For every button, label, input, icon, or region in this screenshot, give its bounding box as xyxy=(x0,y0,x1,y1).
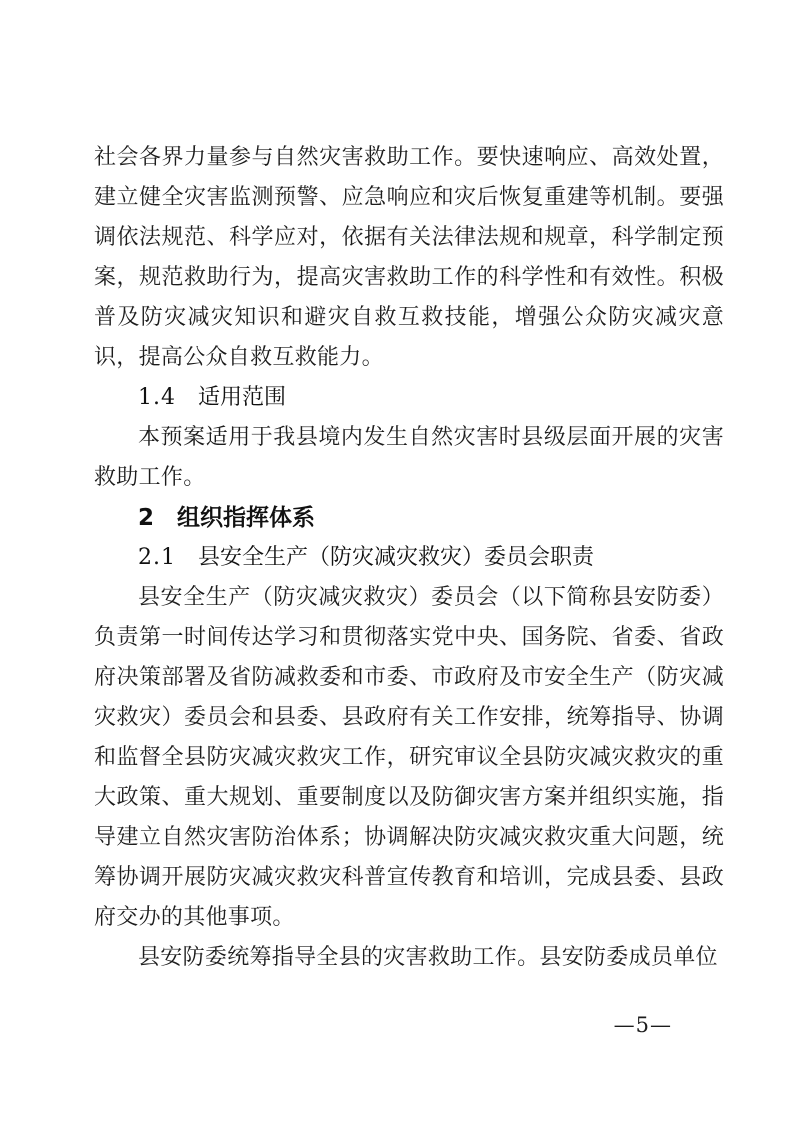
section-number: 1.4 xyxy=(138,385,176,410)
page-number: —5— xyxy=(613,1013,672,1037)
document-content xyxy=(94,138,724,978)
section-heading-1-4 xyxy=(94,378,724,418)
section-title: 县安全生产（防灾减灾救灾）委员会职责 xyxy=(198,545,595,570)
body-paragraph-committee-guidance: 县安防委统筹指导全县的灾害救助工作。县安防委成员单位 xyxy=(138,945,718,970)
section-number: 2.1 xyxy=(138,545,176,570)
body-paragraph-scope: 本预案适用于我县境内发生自然灾害时县级层面开展的灾害救助工作。 xyxy=(94,425,724,490)
section-number: 2 xyxy=(138,505,156,531)
section-title: 适用范围 xyxy=(198,385,287,410)
section-heading-2-1 xyxy=(94,538,724,578)
body-paragraph-committee-duties: 县安全生产（防灾减灾救灾）委员会（以下简称县安防委）负责第一时间传达学习和贯彻落实党中央、国务院、省委、省政府决策部署及省防减救委和市委、市政府及市安全生产（防灾减灾救灾）委员会和县委、县政府有关工作安排，统筹指导、协调和监督全县防灾减灾救灾工作，研究审议全县防灾减灾救灾的重大政策、重大规划、重要制度以及防御灾害方案并组织实施，指导建立自然灾害防治体系；协调解决防灾减灾救灾重大问题，统筹协调开展防灾减灾救灾科普宣传教育和培训，完成县委、县政府交办的其他事项。 xyxy=(94,585,724,930)
section-heading-2 xyxy=(94,498,724,538)
body-paragraph-continuation: 社会各界力量参与自然灾害救助工作。要快速响应、高效处置，建立健全灾害监测预警、应急响应和灾后恢复重建等机制。要强调依法规范、科学应对，依据有关法律法规和规章，科学制定预案，规范救助行为，提高灾害救助工作的科学性和有效性。积极普及防灾减灾知识和避灾自救互救技能，增强公众防灾减灾意识，提高公众自救互救能力。 xyxy=(94,145,724,370)
section-title: 组织指挥体系 xyxy=(177,505,316,531)
